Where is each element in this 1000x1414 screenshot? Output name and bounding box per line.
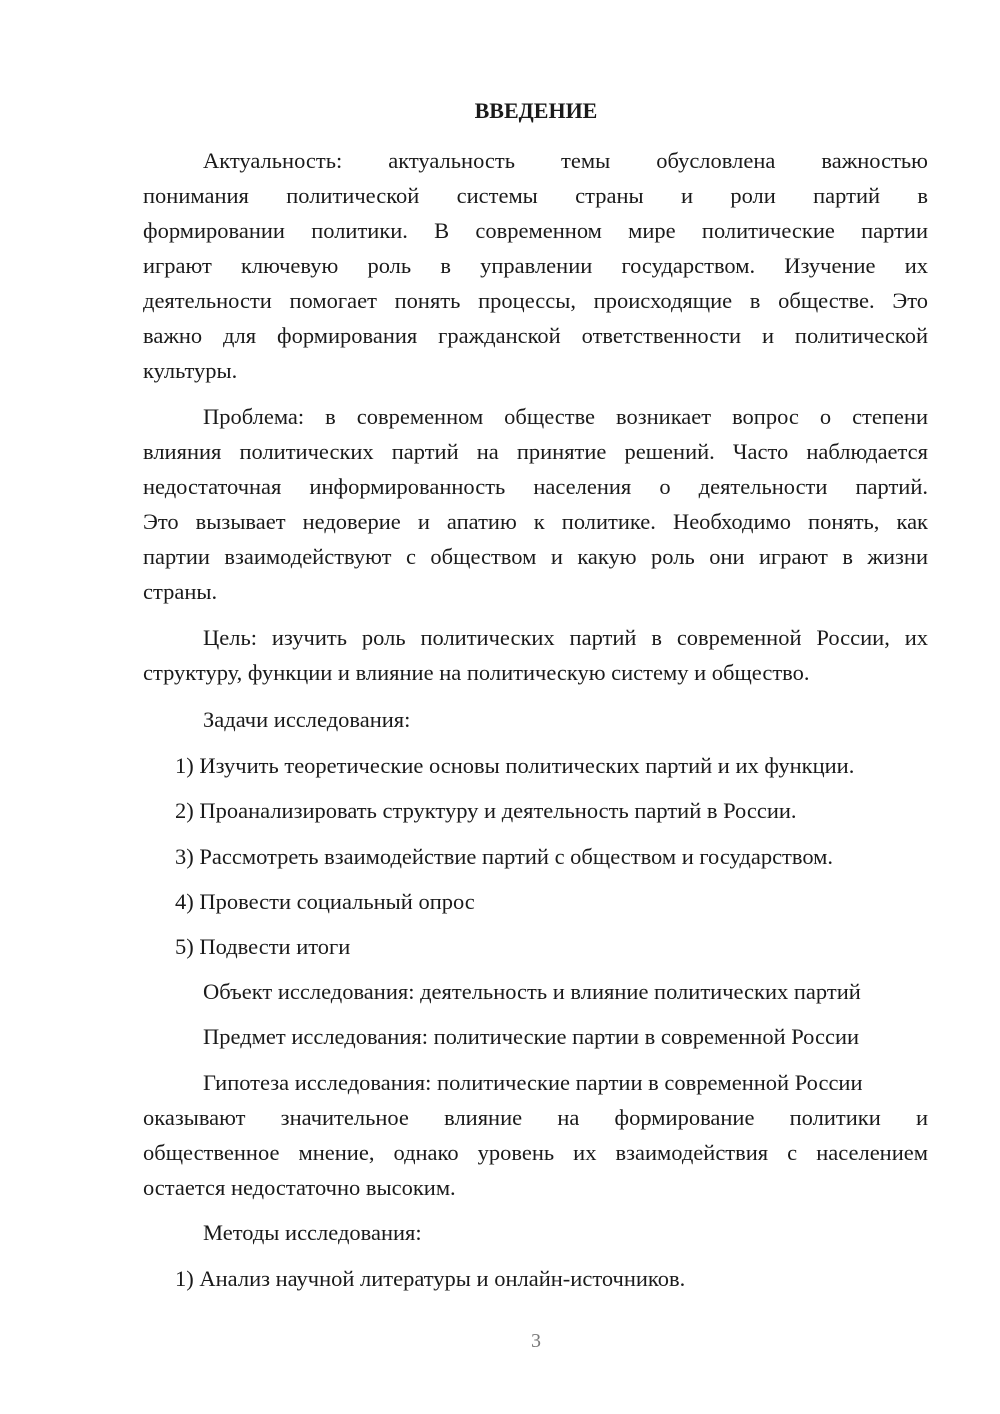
paragraph-line: недостаточная информированность населения о деятельности партий.	[143, 474, 928, 499]
relevance-paragraph	[143, 143, 928, 388]
paragraph-line: Проблема: в современном обществе возникает вопрос о степени	[203, 404, 928, 429]
paragraph-line: остается недостаточно высоким.	[143, 1175, 456, 1200]
paragraph-line: Это вызывает недоверие и апатию к политике. Необходимо понять, как	[143, 509, 928, 534]
paragraph-line: партии взаимодействуют с обществом и какую роль они играют в жизни	[143, 544, 928, 569]
task-list-item: 4) Провести социальный опрос	[175, 889, 475, 914]
paragraph-line: Гипотеза исследования: политические партии в современной России	[203, 1070, 863, 1095]
methods-heading: Методы исследования:	[203, 1220, 422, 1245]
paragraph-line: Цель: изучить роль политических партий в современной России, их	[203, 625, 928, 650]
paragraph-line: страны.	[143, 579, 218, 604]
goal-paragraph	[143, 620, 928, 690]
task-list-item: 1) Изучить теоретические основы политических партий и их функции.	[175, 753, 855, 778]
paragraph-line: важно для формирования гражданской ответственности и политической	[143, 323, 928, 348]
paragraph-line: влияния политических партий на принятие решений. Часто наблюдается	[143, 439, 928, 464]
paragraph-line: играют ключевую роль в управлении государством. Изучение их	[143, 253, 928, 278]
paragraph-line: формировании политики. В современном мире политические партии	[143, 218, 928, 243]
paragraph-line: Актуальность: актуальность темы обусловлена важностью	[203, 148, 928, 173]
problem-paragraph	[143, 399, 928, 609]
page-number: 3	[531, 1330, 541, 1352]
paragraph-line: оказывают значительное влияние на формирование политики и	[143, 1105, 928, 1130]
tasks-heading: Задачи исследования:	[203, 707, 411, 732]
subject-line: Предмет исследования: политические партии в современной России	[203, 1024, 860, 1049]
paragraph-line: структуру, функции и влияние на политическую систему и общество.	[143, 660, 810, 685]
page-title: ВВЕДЕНИЕ	[474, 98, 598, 123]
paragraph-line: понимания политической системы страны и роли партий в	[143, 183, 928, 208]
paragraph-line: культуры.	[143, 358, 238, 383]
task-list-item: 2) Проанализировать структуру и деятельность партий в России.	[175, 798, 797, 823]
paragraph-line: общественное мнение, однако уровень их взаимодействия с населением	[143, 1140, 928, 1165]
task-list-item: 3) Рассмотреть взаимодействие партий с обществом и государством.	[175, 844, 834, 869]
paragraph-line: деятельности помогает понять процессы, происходящие в обществе. Это	[143, 288, 928, 313]
method-list-item: 1) Анализ научной литературы и онлайн-источников.	[175, 1266, 686, 1291]
hypothesis-paragraph	[143, 1065, 928, 1205]
object-line: Объект исследования: деятельность и влияние политических партий	[203, 979, 861, 1004]
task-list-item: 5) Подвести итоги	[175, 934, 351, 959]
